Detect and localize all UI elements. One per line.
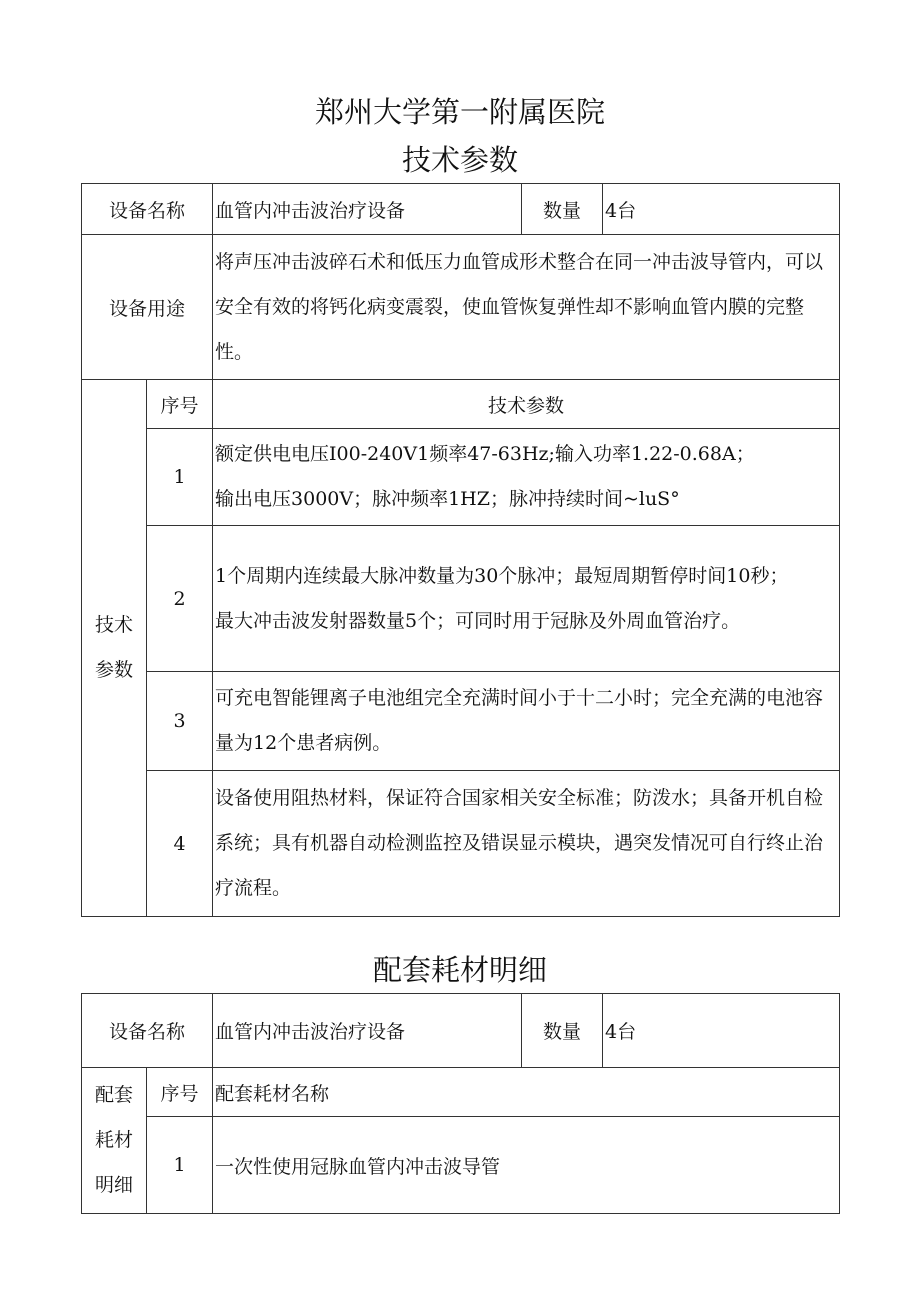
quantity-label: 数量 [522, 994, 603, 1068]
device-name-value: 血管内冲击波治疗设备 [213, 994, 522, 1068]
param-line: 额定供电电压I00-240V1频率47-63Hz;输入功率1.22-0.68A； [215, 443, 755, 465]
quantity-label: 数量 [522, 184, 603, 235]
side-label-line: 明细 [94, 1174, 133, 1196]
purpose-row [82, 235, 840, 380]
param-seq: 2 [147, 526, 213, 672]
param-row [82, 526, 840, 672]
consumable-row [82, 1117, 840, 1214]
device-row [82, 994, 840, 1068]
purpose-value: 将声压冲击波碎石术和低压力血管成形术整合在同一冲击波导管内，可以安全有效的将钙化病变震裂，使血管恢复弹性却不影响血管内膜的完整性。 [213, 235, 840, 380]
device-row [82, 184, 840, 235]
consumable-name: 一次性使用冠脉血管内冲击波导管 [213, 1117, 840, 1214]
tech-params-side-label [82, 380, 147, 917]
consumables-side-label [82, 1068, 147, 1214]
param-line: 设备使用阻热材料，保证符合国家相关安全标准；防泼水；具备开机自检系统；具有机器自动检测监控及错误显示模块，遇突发情况可自行终止治疗流程。 [215, 787, 824, 899]
param-text [213, 429, 840, 526]
quantity-value: 4台 [603, 994, 840, 1068]
param-row [82, 429, 840, 526]
param-header: 技术参数 [213, 380, 840, 429]
param-line: 最大冲击波发射器数量5个；可同时用于冠脉及外周血管治疗。 [215, 609, 741, 632]
seq-header: 序号 [147, 380, 213, 429]
side-label-line: 配套 [94, 1084, 133, 1106]
param-text [213, 672, 840, 771]
param-text [213, 771, 840, 917]
side-label-line: 耗材 [94, 1129, 133, 1151]
hospital-name: 郑州大学第一附属医院 [314, 95, 605, 129]
param-row [82, 771, 840, 917]
consumable-name-header: 配套耗材名称 [213, 1068, 840, 1117]
consumable-seq: 1 [147, 1117, 213, 1214]
page-title: 技术参数 [401, 143, 518, 177]
device-name-label: 设备名称 [82, 994, 213, 1068]
purpose-label: 设备用途 [82, 235, 213, 380]
param-line: 1个周期内连续最大脉冲数量为30个脉冲；最短周期暂停时间10秒； [215, 564, 789, 587]
consumables-title: 配套耗材明细 [372, 953, 547, 987]
param-seq: 3 [147, 672, 213, 771]
param-line: 可充电智能锂离子电池组完全充满时间小于十二小时；完全充满的电池容量为12个患者病例。 [215, 687, 824, 754]
consumables-table [81, 993, 840, 1214]
param-row [82, 672, 840, 771]
consumables-header-row [82, 1068, 840, 1117]
param-seq: 4 [147, 771, 213, 917]
tech-params-table [81, 183, 840, 917]
device-name-label: 设备名称 [82, 184, 213, 235]
param-header-row [82, 380, 840, 429]
quantity-value: 4台 [603, 184, 840, 235]
seq-header: 序号 [147, 1068, 213, 1117]
param-text [213, 526, 840, 672]
side-label-line: 技术 [94, 614, 133, 636]
device-name-value: 血管内冲击波治疗设备 [213, 184, 522, 235]
param-seq: 1 [147, 429, 213, 526]
side-label-line: 参数 [94, 659, 133, 681]
param-line: 输出电压3000V；脉冲频率1HZ；脉冲持续时间~luS° [215, 488, 680, 510]
